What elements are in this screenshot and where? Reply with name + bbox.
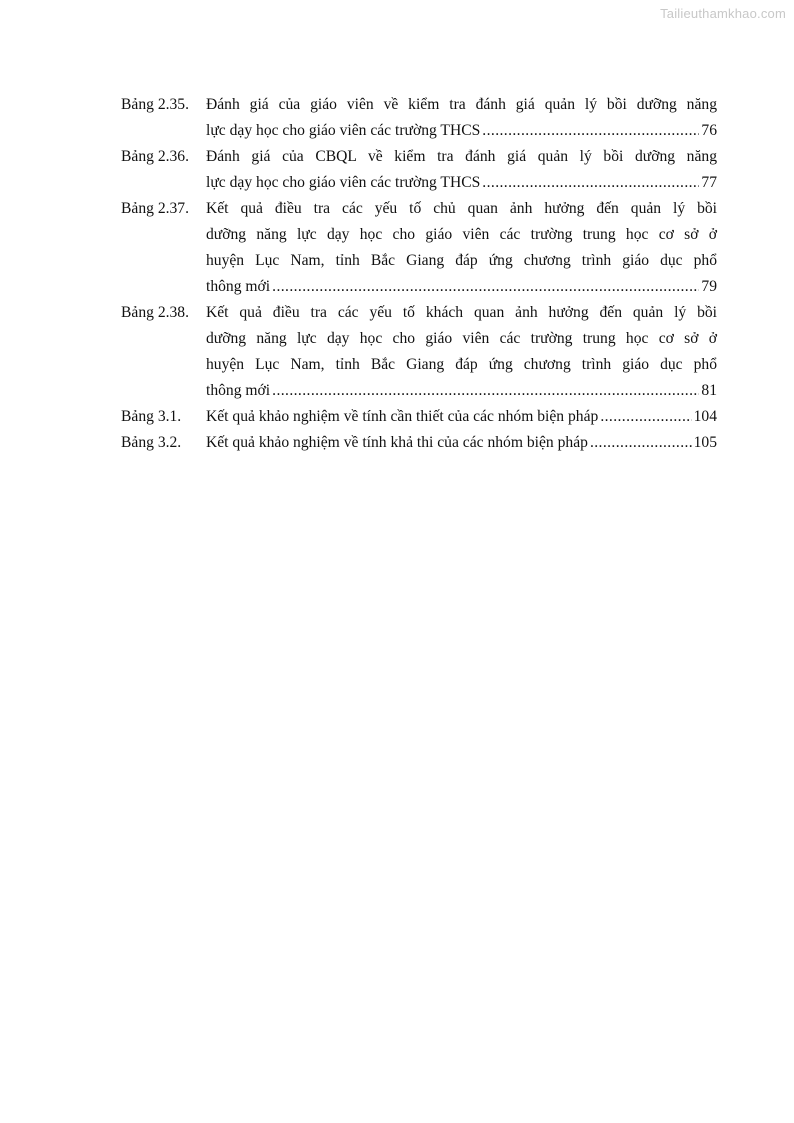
entry-label: Bảng 3.1. [121, 408, 182, 425]
entry-last-text: lực dạy học cho giáo viên các trường THCS [206, 174, 481, 191]
page-number: 79 [701, 278, 717, 295]
page-number: 81 [701, 382, 717, 399]
entry-line: dưỡng năng lực dạy học cho giáo viên các trường trung học cơ sở ở [206, 330, 717, 347]
entry-line: dưỡng năng lực dạy học cho giáo viên các trường trung học cơ sở ở [206, 226, 717, 243]
watermark-text: Tailieuthamkhao.com [660, 6, 786, 21]
entry-label: Bảng 3.2. [121, 434, 182, 451]
entry-line: huyện Lục Nam, tỉnh Bắc Giang đáp ứng chương trình giáo dục phổ [206, 252, 717, 269]
entry-last-text: thông mới [206, 382, 271, 399]
table-of-contents [121, 92, 717, 456]
page-number: 104 [693, 408, 717, 425]
page-number: 77 [701, 174, 717, 191]
entry-last-line [206, 430, 717, 456]
entry-label: Bảng 2.36. [121, 148, 190, 165]
entry-last-text: lực dạy học cho giáo viên các trường THCS [206, 122, 481, 139]
entry-label: Bảng 2.37. [121, 200, 190, 217]
toc-entry[interactable] [121, 196, 717, 300]
entry-body [206, 430, 717, 456]
toc-entry[interactable] [121, 144, 717, 196]
entry-line: Đánh giá của giáo viên về kiểm tra đánh giá quản lý bồi dưỡng năng [206, 96, 717, 113]
dot-leader [482, 170, 699, 196]
dot-leader [482, 118, 699, 144]
page-number: 76 [701, 122, 717, 139]
dot-leader [272, 274, 699, 300]
entry-line: Kết quả điều tra các yếu tố chủ quan ảnh hưởng đến quản lý bồi [206, 200, 717, 217]
entry-body [206, 196, 717, 300]
entry-last-line [206, 274, 717, 300]
entry-last-text: Kết quả khảo nghiệm về tính khả thi của các nhóm biện pháp [206, 434, 588, 451]
entry-line: Đánh giá của CBQL về kiểm tra đánh giá quản lý bồi dưỡng năng [206, 148, 717, 165]
entry-last-line [206, 404, 717, 430]
entry-body [206, 144, 717, 196]
toc-entry[interactable] [121, 92, 717, 144]
entry-last-line [206, 170, 717, 196]
entry-label: Bảng 2.35. [121, 96, 190, 113]
entry-line: Kết quả điều tra các yếu tố khách quan ảnh hưởng đến quản lý bồi [206, 304, 717, 321]
dot-leader [590, 430, 692, 456]
toc-entry[interactable] [121, 404, 717, 430]
entry-last-line [206, 378, 717, 404]
dot-leader [272, 378, 699, 404]
entry-label: Bảng 2.38. [121, 304, 190, 321]
dot-leader [600, 404, 691, 430]
entry-last-text: Kết quả khảo nghiệm về tính cần thiết của các nhóm biện pháp [206, 408, 599, 425]
entry-body [206, 92, 717, 144]
page-number: 105 [693, 434, 717, 451]
toc-entry[interactable] [121, 300, 717, 404]
entry-line: huyện Lục Nam, tỉnh Bắc Giang đáp ứng chương trình giáo dục phổ [206, 356, 717, 373]
entry-last-text: thông mới [206, 278, 271, 295]
entry-body [206, 300, 717, 404]
entry-last-line [206, 118, 717, 144]
toc-entry[interactable] [121, 430, 717, 456]
entry-body [206, 404, 717, 430]
